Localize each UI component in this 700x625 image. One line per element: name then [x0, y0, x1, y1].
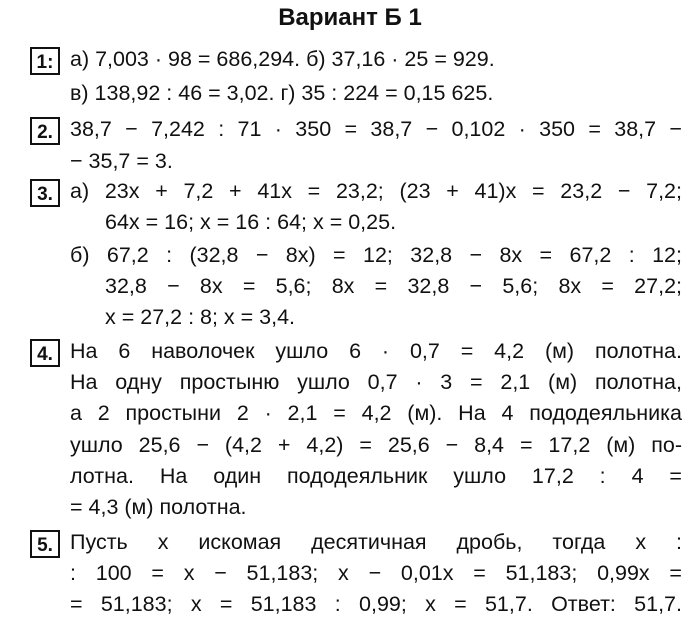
page-title: Вариант Б 1 [278, 4, 422, 31]
problem-5 [30, 527, 682, 623]
problem-line: 64x = 16; x = 16 : 64; x = 0,25. [105, 210, 397, 234]
problem-line: − 35,7 = 3. [70, 149, 173, 173]
problem-number: 5. [30, 530, 60, 558]
problem-line: = 51,183; x = 51,183 : 0,99; x = 51,7. Ответ: 51,7. [70, 592, 682, 616]
problem-line: 32,8 − 8x = 5,6; 8x = 32,8 − 5,6; 8x = 27,2; [105, 274, 682, 298]
problem-3 [30, 176, 682, 336]
problem-line: б) 67,2 : (32,8 − 8x) = 12; 32,8 − 8x = 67,2 : 12; [70, 243, 682, 267]
problem-line: лотна. На один пододеяльник ушло 17,2 : 4 = [70, 464, 682, 488]
problem-line: а) 23x + 7,2 + 41x = 23,2; (23 + 41)x = 23,2 − 7,2; [70, 179, 682, 203]
problem-line: ушло 25,6 − (4,2 + 4,2) = 25,6 − 8,4 = 17,2 (м) по- [70, 433, 682, 457]
problem-number: 1: [30, 47, 60, 75]
problem-line: На 6 наволочек ушло 6 · 0,7 = 4,2 (м) полотна. [70, 339, 682, 363]
problem-number: 4. [30, 339, 60, 367]
problem-line: : 100 = x − 51,183; x − 0,01x = 51,183; 0,99x = [70, 561, 682, 585]
problem-1 [30, 44, 682, 114]
problem-number: 2. [30, 117, 60, 145]
problem-line: = 4,3 (м) полотна. [70, 495, 247, 519]
problem-line: в) 138,92 : 46 = 3,02. г) 35 : 224 = 0,15 625. [70, 81, 494, 105]
problem-line: а) 7,003 · 98 = 686,294. б) 37,16 · 25 = 929. [70, 47, 495, 71]
problem-line: x = 27,2 : 8; x = 3,4. [105, 305, 296, 329]
problem-line: 38,7 − 7,242 : 71 · 350 = 38,7 − 0,102 · 350 = 38,7 − [70, 117, 682, 141]
problem-number: 3. [30, 179, 60, 207]
problem-2 [30, 114, 682, 178]
problem-4 [30, 336, 682, 526]
problem-line: На одну простыню ушло 0,7 · 3 = 2,1 (м) полотна, [70, 370, 682, 394]
problem-line: а 2 простыни 2 · 2,1 = 4,2 (м). На 4 пододеяльника [70, 401, 682, 425]
problem-line: Пусть x искомая десятичная дробь, тогда x : [70, 530, 682, 554]
